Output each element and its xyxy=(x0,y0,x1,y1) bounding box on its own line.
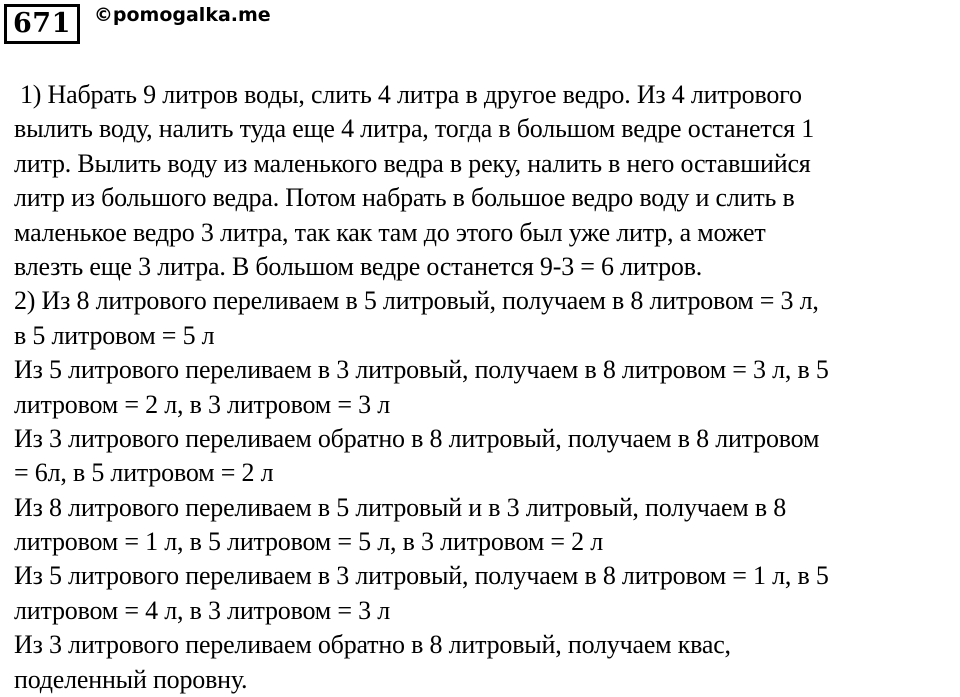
site-watermark: ©pomogalka.me xyxy=(93,4,271,26)
text-line: маленькое ведро 3 литра, так как там до этого был уже литр, а может xyxy=(14,217,766,247)
text-line: литровом = 1 л, в 5 литровом = 5 л, в 3 литровом = 2 л xyxy=(14,527,604,557)
text-line: Из 3 литрового переливаем обратно в 8 литровый, получаем в 8 литровом xyxy=(14,423,820,453)
text-line: 1) Набрать 9 литров воды, слить 4 литра в другое ведро. Из 4 литрового xyxy=(20,80,802,109)
page-header xyxy=(4,4,271,44)
problem-number-badge: 671 xyxy=(4,4,80,44)
text-line: литровом = 2 л, в 3 литровом = 3 л xyxy=(14,389,391,419)
text-line: Из 3 литрового переливаем обратно в 8 литровый, получаем квас, xyxy=(14,630,731,660)
text-line: Из 5 литрового переливаем в 3 литровый, получаем в 8 литровом = 1 л, в 5 xyxy=(14,561,829,591)
text-line: поделенный поровну. xyxy=(14,664,248,694)
text-line: Из 5 литрового переливаем в 3 литровый, получаем в 8 литровом = 3 л, в 5 xyxy=(14,355,829,385)
solution-text xyxy=(14,78,954,697)
text-line: = 6л, в 5 литровом = 2 л xyxy=(14,458,274,488)
text-line: 2) Из 8 литрового переливаем в 5 литровый, получаем в 8 литровом = 3 л, xyxy=(14,286,819,316)
text-line: литр. Вылить воду из маленького ведра в реку, налить в него оставшийся xyxy=(14,148,811,178)
text-line: литр из большого ведра. Потом набрать в большое ведро воду и слить в xyxy=(14,183,795,213)
text-line: в 5 литровом = 5 л xyxy=(14,320,215,350)
text-line: вылить воду, налить туда еще 4 литра, тогда в большом ведре останется 1 xyxy=(14,114,815,144)
text-line: Из 8 литрового переливаем в 5 литровый и в 3 литровый, получаем в 8 xyxy=(14,492,787,522)
text-line: влезть еще 3 литра. В большом ведре останется 9-3 = 6 литров. xyxy=(14,251,703,281)
text-line: литровом = 4 л, в 3 литровом = 3 л xyxy=(14,595,391,625)
